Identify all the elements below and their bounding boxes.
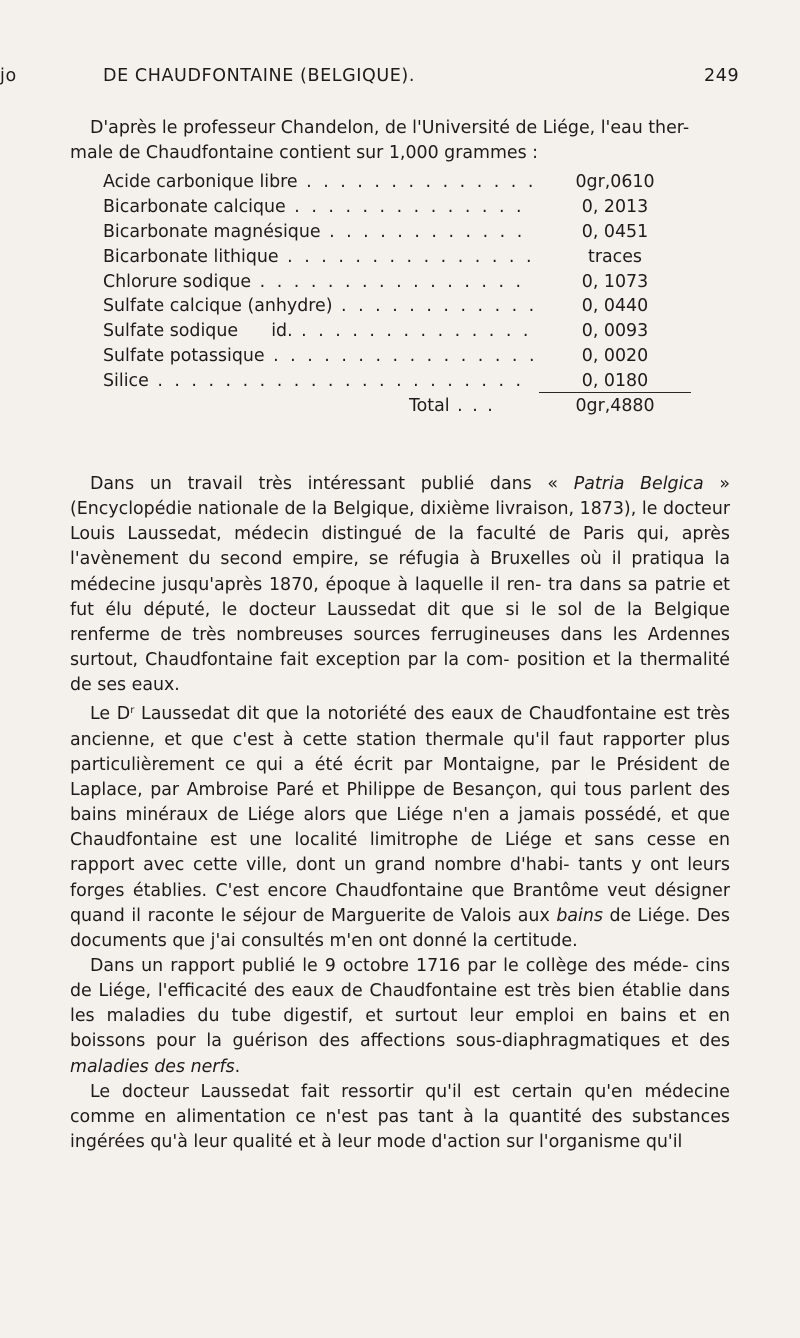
text-run: Laussedat dit que la notoriété des eaux de Chaudfontaine est très ancienne, et que c'est à cette station thermale qu'il faut rapporter plus particulièrement ce qui a été écrit par Montaigne, par le Président de Laplace, par Ambroise Paré et Philippe de Besançon, qui tous parlent des bains minéraux de Liége alors que Liége n'en a jamais possédé, et que Chaudfontaine est une localité limitrophe de Liége et sans cesse en rapport avec cette ville, dont un grand nombre d'habi- tants y ont leurs forges établies. C'est encore Chaudfontaine que Brantôme veut désigner quand il raconte le séjour de Marguerite de Valois aux — [70, 704, 730, 926]
substance-label: Bicarbonate calcique . . . — [103, 197, 533, 217]
total-label: Total . . . — [409, 396, 533, 416]
paragraph: Le docteur Laussedat fait ressortir qu'il est certain qu'en médecine comme en alimentation ce n'est pas tant à la quantité des substances ingérées qu'à leur qualité et à leur mode d'action sur l'organisme qu'il — [70, 1081, 730, 1153]
amount-value: 0, 2013 — [581, 196, 649, 217]
total-value: 0gr,4880 — [575, 396, 655, 417]
table-row — [103, 197, 691, 222]
substance-label: Silice . . . — [103, 371, 533, 391]
publication-title: Patria Belgica — [573, 474, 704, 494]
substance-label: Sulfate calcique (anhydre) . . . — [103, 296, 533, 316]
table-row — [103, 371, 691, 396]
substance-label: Acide carbonique libre . . . — [103, 172, 533, 192]
amount-value: 0, 0440 — [581, 296, 649, 317]
table-row — [103, 222, 691, 247]
total-row — [103, 396, 691, 421]
emphasis: bains — [556, 905, 603, 926]
amount-value: 0, 0093 — [581, 321, 649, 342]
composition-table — [103, 172, 691, 421]
amount-value: 0, 0451 — [581, 221, 649, 242]
text-run: Le D — [90, 704, 131, 725]
running-title: DE CHAUDFONTAINE (BELGIQUE). — [103, 66, 416, 86]
text-run: » (Encyclopédie nationale de la Belgique, dixième livraison, 1873), le docteur Louis Laussedat, médecin distingué de la faculté de Paris qui, après l'avènement du second empire, se réfugia à Bruxelles où il pratiqua la médecine jusqu'après 1870, époque à laquelle il ren- tra dans sa patrie et fut élu député, le docteur Laussedat dit que si le sol de la Belgique renferme de très nombreuses sources ferrugineuses dans les Ardennes surtout, Chaudfontaine fait exception par la com- position et la thermalité de ses eaux. — [70, 474, 731, 696]
margin-fragment: jo — [0, 66, 17, 86]
text-run: . — [234, 1056, 241, 1077]
substance-label: Chlorure sodique . . . — [103, 272, 533, 292]
superscript: r — [130, 705, 135, 717]
table-row — [103, 172, 691, 197]
table-row — [103, 247, 691, 272]
substance-label: Sulfate sodique id. . . . — [103, 321, 533, 341]
paragraph — [70, 472, 730, 698]
body-text — [70, 472, 730, 1155]
table-row — [103, 272, 691, 297]
text-run: de Liége. Des documents que j'ai consultés m'en ont donné la certitude. — [70, 905, 730, 951]
intro-text: D'après le professeur Chandelon, de l'Université de Liége, l'eau ther- male de Chaudfontaine contient sur 1,000 grammes : — [70, 118, 690, 163]
page-number: 249 — [704, 66, 740, 86]
amount-value: 0gr,0610 — [575, 172, 655, 192]
table-row — [103, 296, 691, 321]
table-row — [103, 346, 691, 371]
amount-value: traces — [588, 246, 642, 267]
substance-label: Sulfate potassique . . . — [103, 346, 533, 366]
substance-label: Bicarbonate lithique . . . — [103, 247, 533, 267]
substance-label: Bicarbonate magnésique . . . — [103, 222, 533, 242]
intro-paragraph — [70, 116, 730, 166]
amount-value: 0, 0180 — [539, 371, 691, 393]
amount-value: 0, 0020 — [581, 346, 649, 367]
paragraph — [70, 698, 730, 954]
text-run: Dans un rapport publié le 9 octobre 1716 par le collège des méde- cins de Liége, l'efficacité des eaux de Chaudfontaine est très bien établie dans les maladies du tube digestif, et surtout leur emploi en bains et en boissons pour la guérison des affections sous-diaphragmatiques et des — [70, 955, 730, 1052]
table-row — [103, 321, 691, 346]
amount-value: 0, 1073 — [581, 271, 649, 292]
text-run: Dans un travail très intéressant publié dans « — [90, 474, 574, 494]
emphasis: maladies des nerfs — [70, 1056, 235, 1077]
running-header — [0, 62, 800, 90]
paragraph — [70, 954, 730, 1080]
